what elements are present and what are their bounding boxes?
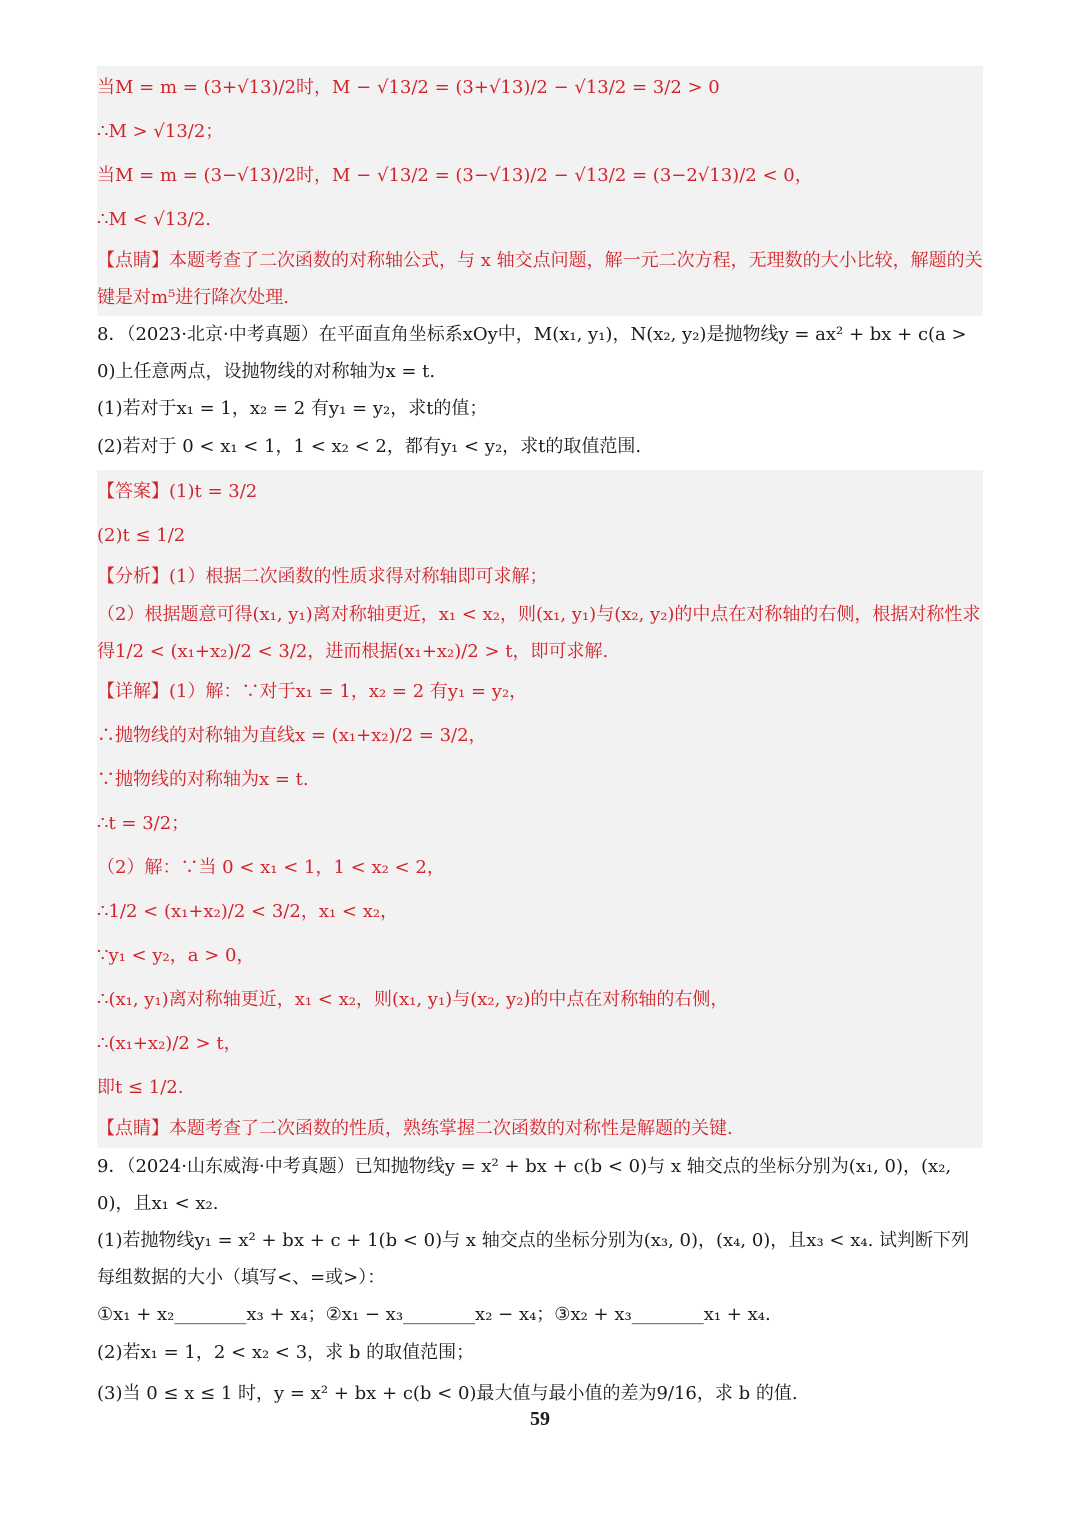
question-part: (1)若对于x₁ = 1，x₂ = 2 有y₁ = y₂，求t的值；	[97, 397, 488, 419]
question-8	[97, 316, 983, 466]
detail-line: ∵y₁ < y₂，a > 0，	[97, 944, 255, 966]
question-stem: 8．（2023·北京·中考真题）在平面直角坐标系xOy中，M(x₁, y₁)，N(x₂, y₂)是抛物线y = ax² + bx + c(a > 0)上任意两点，设抛物线的对称轴为x = t.	[97, 324, 967, 382]
question-part: (3)当 0 ≤ x ≤ 1 时，y = x² + bx + c(b < 0)最大值与最小值的差为9/16，求 b 的值.	[97, 1382, 798, 1404]
page-content	[97, 66, 983, 1416]
detail-line: ∴t = 3/2；	[97, 812, 190, 834]
detail-line: ∴(x₁, y₁)离对称轴更近，x₁ < x₂，则(x₁, y₁)与(x₂, y₂)的中点在对称轴的右侧，	[97, 988, 729, 1010]
answer-line: 【答案】(1)t = 3/2	[97, 480, 258, 502]
page-number: 59	[530, 1408, 550, 1430]
question-9	[97, 1148, 983, 1416]
question-stem: 9．（2024·山东威海·中考真题）已知抛物线y = x² + bx + c(b < 0)与 x 轴交点的坐标分别为(x₁, 0)，(x₂, 0)，且x₁ < x₂.	[97, 1156, 952, 1214]
solution-line: ∴M > √13/2；	[97, 120, 224, 142]
analysis-line: 【分析】(1）根据二次函数的性质求得对称轴即可求解；	[97, 565, 548, 587]
solution-block-q8	[97, 470, 983, 1148]
detail-line: ∴抛物线的对称轴为直线x = (x₁+x₂)/2 = 3/2，	[97, 724, 487, 746]
question-part-items: ①x₁ + x₂________x₃ + x₄；②x₁ − x₃________x₂ − x₄；③x₂ + x₃________x₁ + x₄.	[97, 1303, 771, 1325]
detail-line: （2）解：∵当 0 < x₁ < 1，1 < x₂ < 2，	[97, 856, 445, 878]
answer-line: (2)t ≤ 1/2	[97, 524, 186, 546]
comment-line: 【点睛】本题考查了二次函数的性质，熟练掌握二次函数的对称性是解题的关键.	[97, 1117, 733, 1139]
detail-line: 【详解】(1）解：∵对于x₁ = 1，x₂ = 2 有y₁ = y₂，	[97, 680, 528, 702]
solution-line: 当M = m = (3−√13)/2时，M − √13/2 = (3−√13)/2 − √13/2 = (3−2√13)/2 < 0，	[97, 164, 813, 186]
analysis-paragraph: （2）根据题意可得(x₁, y₁)离对称轴更近，x₁ < x₂，则(x₁, y₁)与(x₂, y₂)的中点在对称轴的右侧，根据对称性求得1/2 < (x₁+x₂)/2 < 3/2，进而根据(x₁+x₂)/2 > t，即可求解.	[97, 604, 981, 662]
detail-line: ∴1/2 < (x₁+x₂)/2 < 3/2，x₁ < x₂，	[97, 900, 399, 922]
comment-paragraph: 【点睛】本题考查了二次函数的对称轴公式，与 x 轴交点问题，解一元二次方程，无理数的大小比较，解题的关键是对m⁵进行降次处理.	[97, 250, 983, 308]
solution-line: 当M = m = (3+√13)/2时，M − √13/2 = (3+√13)/2 − √13/2 = 3/2 > 0	[97, 76, 720, 98]
detail-line: 即t ≤ 1/2.	[97, 1076, 184, 1098]
question-part: (2)若对于 0 < x₁ < 1，1 < x₂ < 2，都有y₁ < y₂，求t的取值范围.	[97, 435, 642, 457]
detail-line: ∴(x₁+x₂)/2 > t，	[97, 1032, 242, 1054]
question-part: (2)若x₁ = 1，2 < x₂ < 3，求 b 的取值范围；	[97, 1341, 475, 1363]
detail-line: ∵抛物线的对称轴为x = t.	[97, 768, 309, 790]
solution-line: ∴M < √13/2.	[97, 208, 212, 230]
solution-block-continued	[97, 66, 983, 316]
question-part: (1)若抛物线y₁ = x² + bx + c + 1(b < 0)与 x 轴交点的坐标分别为(x₃, 0)，(x₄, 0)，且x₃ < x₄. 试判断下列每组数据的大小（填写<、=或>）：	[97, 1230, 970, 1288]
